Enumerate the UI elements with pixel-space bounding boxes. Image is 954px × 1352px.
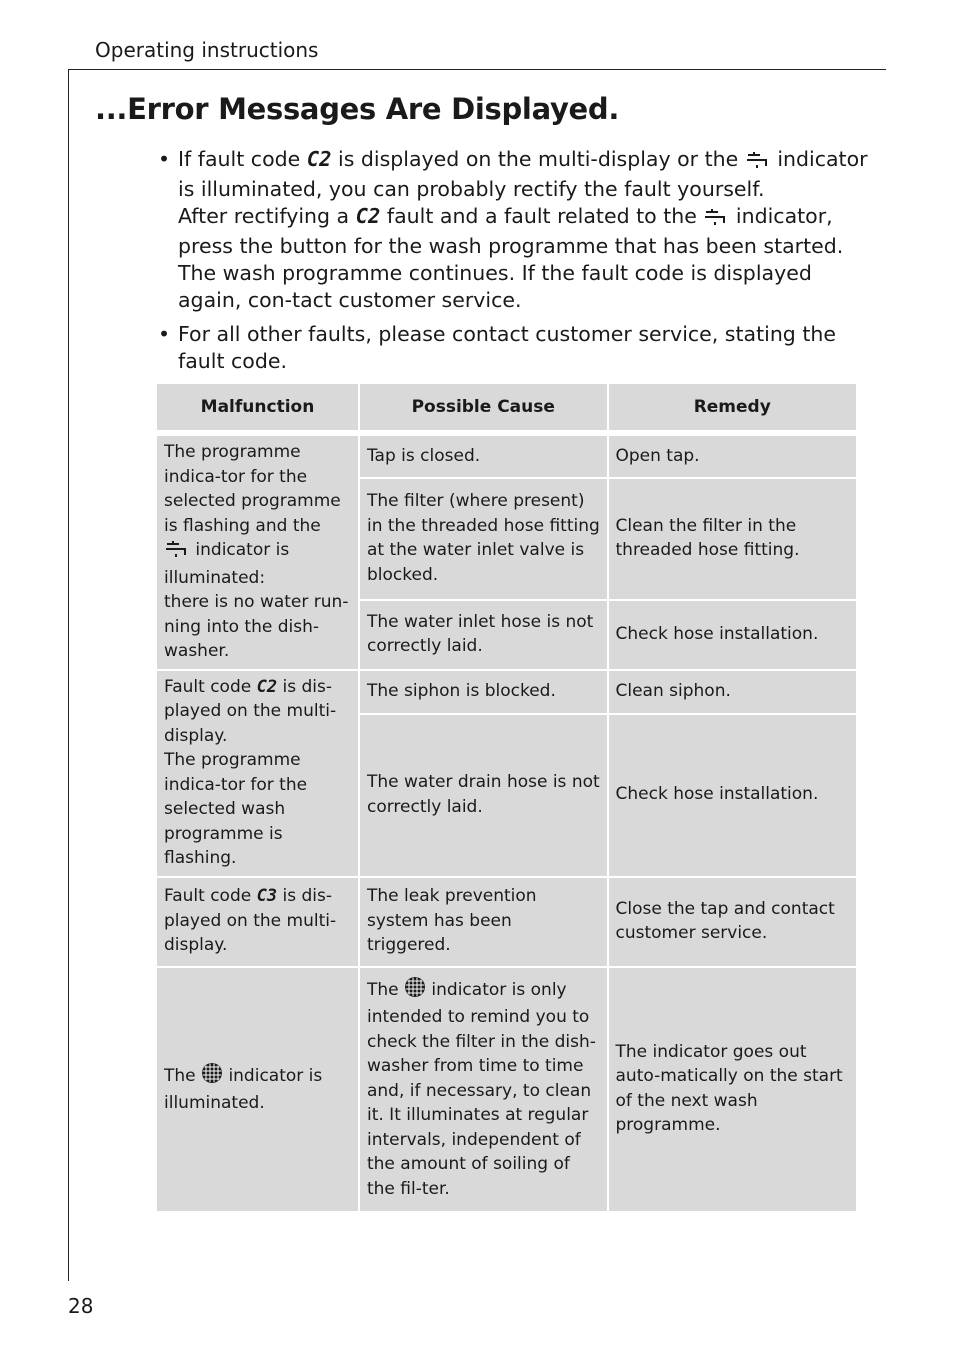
bullet-contact-service-text: • For all other faults, please contact customer service, stating the fault code. bbox=[178, 322, 836, 373]
malfunction-filter-indicator bbox=[157, 968, 358, 1211]
malfunction-c2-drain bbox=[157, 671, 358, 876]
col-header-cause: Possible Cause bbox=[360, 384, 607, 430]
text-fragment: The bbox=[164, 1065, 196, 1086]
instructions-list bbox=[158, 146, 868, 382]
text-fragment: The bbox=[366, 979, 399, 1000]
remedy-cell: Check hose installation. bbox=[609, 715, 857, 876]
section-title: ...Error Messages Are Displayed. bbox=[95, 92, 620, 126]
bullet-self-fix-para-2 bbox=[178, 203, 868, 314]
text-fragment: indicator is illuminated, you can probably rectify the fault yourself. bbox=[178, 147, 868, 201]
cause-cell: The filter (where present) in the threaded hose fitting at the water inlet valve is blocked. bbox=[360, 479, 607, 599]
fault-table bbox=[155, 382, 858, 1213]
margin-rule bbox=[68, 69, 69, 1281]
fault-code-c2: C2 bbox=[306, 147, 332, 171]
malfunction-c3-leak bbox=[157, 878, 358, 966]
text-fragment: Fault code bbox=[164, 886, 252, 907]
col-header-remedy: Remedy bbox=[609, 384, 857, 430]
text-fragment: is displayed on the multi-display or the bbox=[338, 147, 739, 171]
cause-cell: The water drain hose is not correctly laid. bbox=[360, 715, 607, 876]
page-number: 28 bbox=[68, 1294, 94, 1318]
cause-cell: The leak prevention system has been triggered. bbox=[360, 878, 607, 966]
bullet-self-fix-para-1 bbox=[178, 146, 868, 203]
text-fragment: indicator is illuminated: bbox=[164, 540, 290, 588]
filter-indicator-icon bbox=[404, 976, 426, 1006]
fault-code-c2: C2 bbox=[355, 204, 381, 228]
text-fragment: fault and a fault related to the bbox=[386, 204, 697, 228]
cause-cell bbox=[360, 968, 607, 1211]
cause-cell: The siphon is blocked. bbox=[360, 671, 607, 713]
table-header-row bbox=[157, 384, 856, 430]
text-fragment: indicator, press the button for the wash programme that has been started. The wash programme continues. If the fault code is displayed again, con-tact customer service. bbox=[178, 204, 844, 312]
fault-code-c2: C2 bbox=[256, 676, 278, 697]
bullet-self-fix bbox=[158, 146, 868, 314]
table-row bbox=[157, 436, 856, 477]
fault-code-c3: C3 bbox=[256, 886, 278, 907]
remedy-cell: The indicator goes out auto-matically on the start of the next wash programme. bbox=[609, 968, 857, 1211]
table-row bbox=[157, 878, 856, 966]
text-fragment: is dis-played on the multi-display. bbox=[164, 886, 337, 956]
water-tap-icon bbox=[745, 149, 771, 176]
water-tap-icon bbox=[703, 206, 729, 233]
bullet-contact-service bbox=[158, 321, 868, 375]
header-rule bbox=[68, 69, 886, 70]
remedy-cell: Check hose installation. bbox=[609, 601, 857, 669]
running-header: Operating instructions bbox=[95, 38, 319, 62]
malfunction-no-water bbox=[157, 436, 358, 669]
row-spacer bbox=[157, 432, 856, 434]
water-tap-icon bbox=[164, 540, 190, 566]
text-fragment: indicator is only intended to remind you to check the filter in the dish-washer from time to time and, if necessary, to clean it. It illuminates at regular intervals, independent of the amount of soiling of the fil-ter. bbox=[366, 979, 596, 1199]
table-row bbox=[157, 968, 856, 1211]
col-header-malfunction: Malfunction bbox=[157, 384, 358, 430]
remedy-cell: Close the tap and contact customer service. bbox=[609, 878, 857, 966]
filter-indicator-icon bbox=[201, 1062, 223, 1092]
text-fragment: Fault code bbox=[164, 676, 252, 697]
cause-cell: The water inlet hose is not correctly laid. bbox=[360, 601, 607, 669]
text-fragment: After rectifying a bbox=[178, 204, 350, 228]
text-fragment: If fault code bbox=[178, 147, 301, 171]
text-fragment: there is no water run-ning into the dish-washer. bbox=[164, 592, 349, 661]
remedy-cell: Clean siphon. bbox=[609, 671, 857, 713]
text-fragment: The programme indica-tor for the selected wash programme is flashing. bbox=[164, 750, 308, 868]
text-fragment: The programme indica-tor for the selected programme is flashing and the bbox=[164, 442, 341, 536]
text-fragment: is dis-played on the multi-display. bbox=[164, 676, 337, 746]
text-fragment: indicator is illuminated. bbox=[164, 1065, 323, 1113]
table-row bbox=[157, 671, 856, 713]
remedy-cell: Clean the filter in the threaded hose fitting. bbox=[609, 479, 857, 599]
remedy-cell: Open tap. bbox=[609, 436, 857, 477]
cause-cell: Tap is closed. bbox=[360, 436, 607, 477]
